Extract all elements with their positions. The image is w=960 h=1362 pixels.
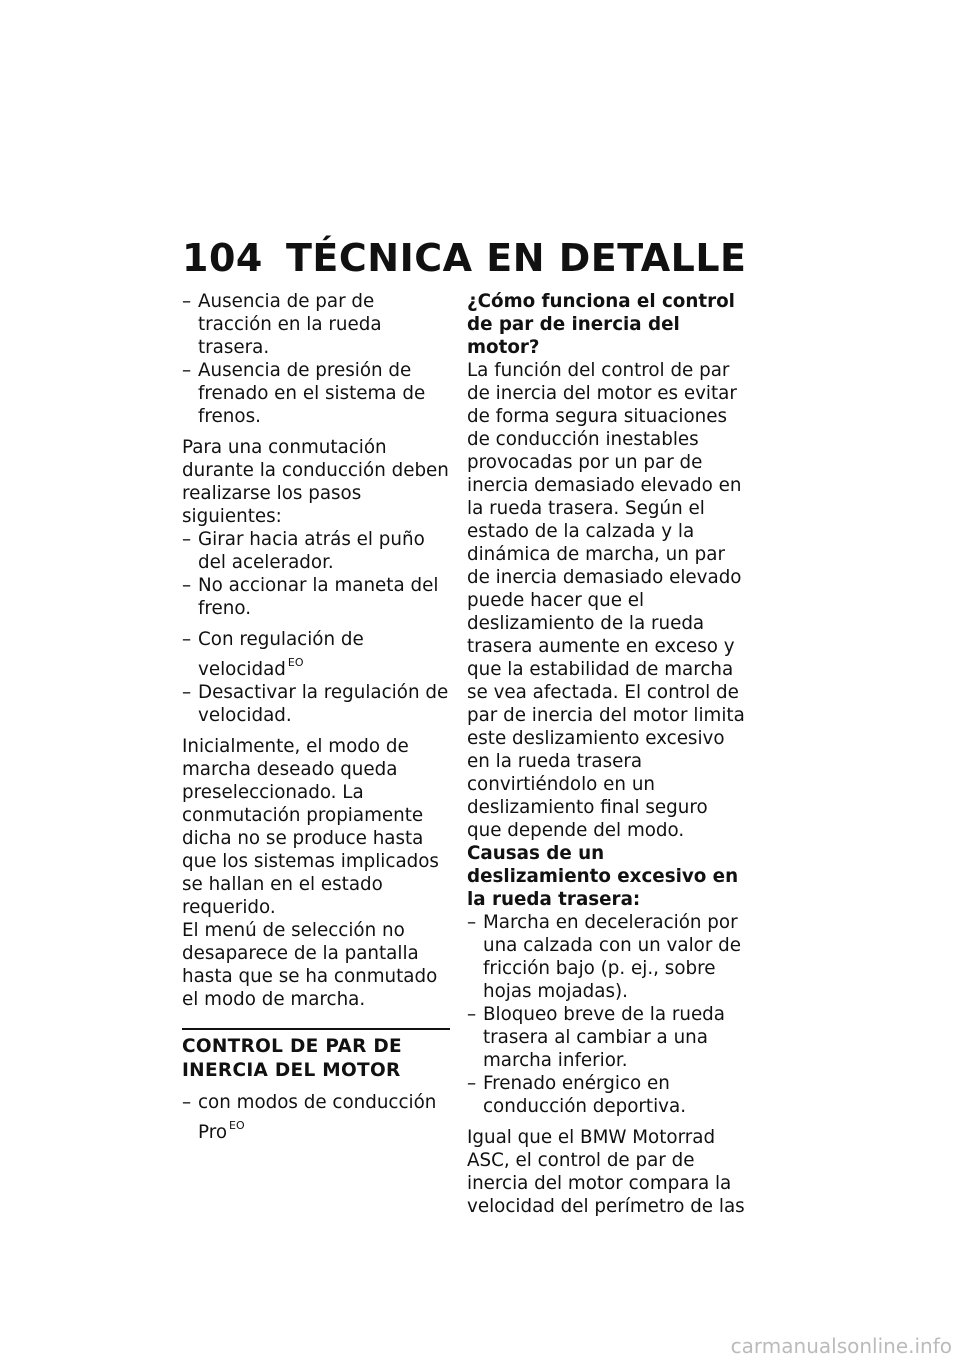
right-column [467,290,747,1218]
page-title: TÉCNICA EN DETALLE [286,236,747,280]
page-number: 104 [182,236,263,280]
list-item: – Marcha en deceleración por una calzada con un valor de fricción bajo (p. ej., sobre hojas mojadas). [467,912,742,1002]
equipment-superscript: EO [229,1119,245,1132]
list-item: – Ausencia de par de tracción en la rueda trasera. [182,291,382,358]
list-item: – Girar hacia atrás el puño del acelerador. [182,529,425,573]
list-item: – Desactivar la regulación de velocidad. [182,682,449,726]
subheading: ¿Cómo funciona el control de par de inercia del motor? [467,291,735,358]
list-item: – Bloqueo breve de la rueda trasera al cambiar a una marcha inferior. [467,1004,725,1071]
section-title: CONTROL DE PAR DE INERCIA DEL MOTOR [182,1036,402,1081]
section-divider [182,1028,450,1030]
paragraph: La función del control de par de inercia del motor es evitar de forma segura situaciones de conducción inestables provocadas por un par de inercia demasiado elevado en la rueda trasera. Según el estado de la calzada y la dinámica de marcha, un par de inercia demasiado elevado puede hacer que el deslizamiento de la rueda trasera aumente en exceso y que la estabilidad de marcha se vea afectada. El control de par de inercia del motor limita este deslizamiento excesivo en la rueda trasera convirtiéndolo en un deslizamiento final seguro que depende del modo. [467,360,745,841]
list-item: – con modos de conducción Pro $^{EO}$ [182,1092,437,1143]
subheading: Causas de un deslizamiento excesivo en la rueda trasera: [467,843,739,910]
equipment-superscript: EO [287,656,304,669]
paragraph: Igual que el BMW Motorrad ASC, el control de par de inercia del motor compara la velocidad del perímetro de las [467,1127,745,1217]
list-item: – Con regulación de velocidad $^{EO}$ [182,629,364,680]
list-item: – Ausencia de presión de frenado en el sistema de frenos. [182,360,426,427]
left-column [182,290,452,1144]
page-header [182,236,747,280]
list-item: – No accionar la maneta del freno. [182,575,439,619]
list-item: – Frenado enérgico en conducción deportiva. [467,1073,687,1117]
paragraph: El menú de selección no desaparece de la pantalla hasta que se ha conmutado el modo de marcha. [182,920,438,1010]
paragraph: Inicialmente, el modo de marcha deseado queda preseleccionado. La conmutación propiamente dicha no se produce hasta que los sistemas implicados se hallan en el estado requerido. [182,736,439,918]
watermark: carmanualsonline.info [730,1334,952,1358]
paragraph: Para una conmutación durante la conducción deben realizarse los pasos siguientes: [182,437,449,527]
